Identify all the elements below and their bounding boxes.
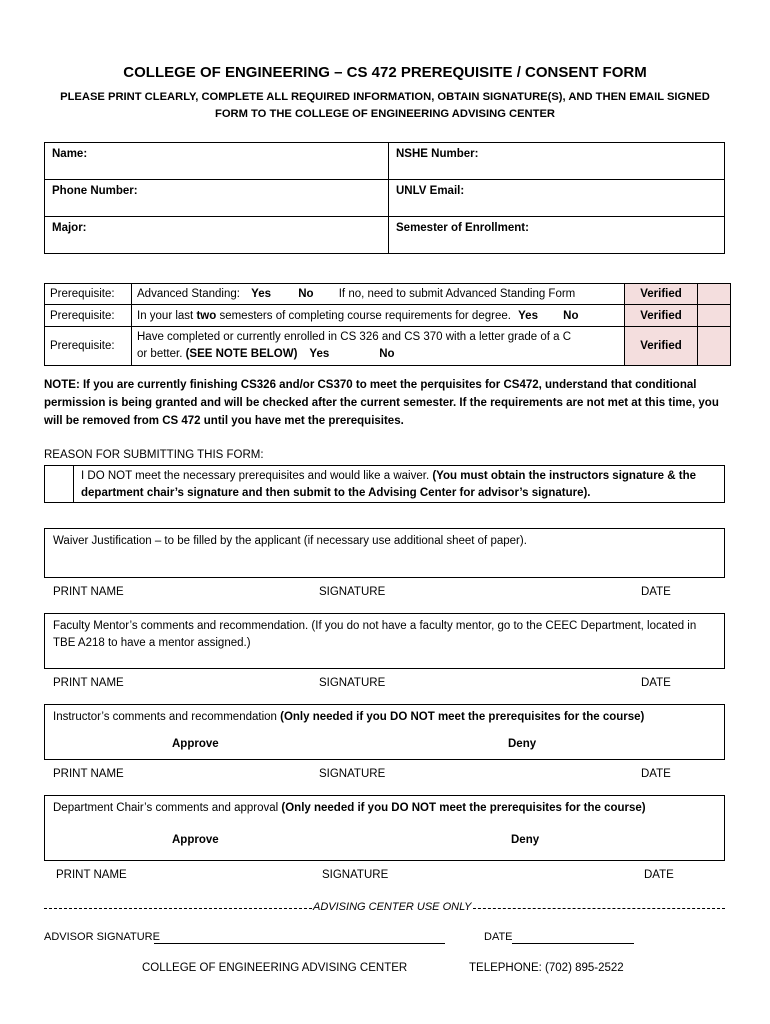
note-paragraph bbox=[44, 376, 734, 430]
verified-label: Verified bbox=[625, 327, 698, 366]
cs-courses-line-2 bbox=[137, 346, 619, 363]
instructor-deny[interactable]: Deny bbox=[508, 738, 537, 750]
instructor-approve[interactable]: Approve bbox=[172, 738, 219, 750]
signature-label: SIGNATURE bbox=[319, 768, 386, 780]
advisor-signature-label: ADVISOR SIGNATURE bbox=[44, 931, 160, 943]
semester-field[interactable]: Semester of Enrollment: bbox=[389, 217, 725, 254]
date-label: DATE bbox=[641, 677, 671, 689]
verified-label: Verified bbox=[625, 284, 698, 305]
cs-courses-text-b: or better. bbox=[137, 348, 186, 360]
name-field[interactable]: Name: bbox=[45, 143, 389, 180]
faculty-mentor-box[interactable] bbox=[44, 613, 725, 669]
instructor-box[interactable] bbox=[44, 704, 725, 760]
reason-box bbox=[44, 465, 725, 503]
advanced-standing-label: Advanced Standing: bbox=[137, 288, 240, 300]
prerequisite-label: Prerequisite: bbox=[45, 284, 132, 305]
instructions-line-1: PLEASE PRINT CLEARLY, COMPLETE ALL REQUIRED INFORMATION, OBTAIN SIGNATURE(S), AND THEN EMAIL SIGNED bbox=[60, 91, 710, 103]
dashed-line-left bbox=[44, 908, 312, 909]
footer-telephone: TELEPHONE: (702) 895-2522 bbox=[469, 962, 624, 974]
date-label: DATE bbox=[641, 768, 671, 780]
cs-courses-yes[interactable]: Yes bbox=[309, 348, 330, 360]
print-name-label: PRINT NAME bbox=[56, 869, 127, 881]
advanced-standing-yes[interactable]: Yes bbox=[251, 288, 271, 300]
advisor-signature-line[interactable] bbox=[154, 943, 445, 944]
print-name-label: PRINT NAME bbox=[53, 586, 124, 598]
advanced-standing-row bbox=[132, 284, 625, 305]
instructor-text-a: Instructor’s comments and recommendation bbox=[53, 711, 281, 723]
prerequisite-table bbox=[44, 283, 731, 366]
prerequisite-label: Prerequisite: bbox=[45, 305, 132, 327]
waiver-justification-text: Waiver Justification – to be filled by the applicant (if necessary use additional sheet of paper). bbox=[53, 535, 527, 547]
semesters-text-c: semesters of completing course requirements for degree. bbox=[216, 309, 511, 322]
last-two-semesters-row bbox=[132, 305, 625, 327]
department-chair-text bbox=[53, 800, 718, 817]
advisor-date-line[interactable] bbox=[512, 943, 634, 944]
waiver-checkbox[interactable] bbox=[45, 466, 74, 502]
signature-label: SIGNATURE bbox=[319, 677, 386, 689]
chair-approve[interactable]: Approve bbox=[172, 834, 219, 846]
semesters-no[interactable]: No bbox=[563, 309, 579, 322]
semesters-text-a: In your last bbox=[137, 309, 197, 322]
dashed-line-right bbox=[458, 908, 725, 909]
unlv-email-field[interactable]: UNLV Email: bbox=[389, 180, 725, 217]
note-label: NOTE: bbox=[44, 379, 80, 391]
see-note-below: (SEE NOTE BELOW) bbox=[185, 348, 298, 360]
form-title: COLLEGE OF ENGINEERING – CS 472 PREREQUISITE / CONSENT FORM bbox=[123, 64, 647, 81]
department-chair-box[interactable] bbox=[44, 795, 725, 861]
reason-heading: REASON FOR SUBMITTING THIS FORM: bbox=[44, 449, 264, 461]
note-text: If you are currently finishing CS326 and/or CS370 to meet the perquisites for CS472, understand that conditional permission is being granted and will be checked after the current semester. If the requirements are not met at this time, you will be removed from CS 472 until you have met the prerequisites. bbox=[44, 379, 719, 427]
waiver-justification-box[interactable] bbox=[44, 528, 725, 578]
cs326-cs370-row bbox=[132, 327, 625, 366]
student-info-table bbox=[44, 142, 725, 254]
advanced-standing-note: If no, need to submit Advanced Standing Form bbox=[338, 288, 576, 300]
semesters-yes[interactable]: Yes bbox=[518, 309, 538, 322]
waiver-reason-b: (You must obtain the instructors signature & the department chair’s signature and then submit to the Advising Center for advisor’s signature). bbox=[81, 470, 697, 499]
verified-check-box[interactable] bbox=[698, 284, 731, 305]
cs-courses-text-a: Have completed or currently enrolled in CS 326 and CS 370 with a letter grade of a C bbox=[137, 331, 572, 343]
chair-text-b: (Only needed if you DO NOT meet the prerequisites for the course) bbox=[281, 802, 646, 814]
verified-label: Verified bbox=[625, 305, 698, 327]
prerequisite-label: Prerequisite: bbox=[45, 327, 132, 366]
print-name-label: PRINT NAME bbox=[53, 677, 124, 689]
form-instructions bbox=[40, 89, 730, 123]
faculty-mentor-text: Faculty Mentor’s comments and recommendation. (If you do not have a faculty mentor, go to the CEEC Department, located in TBE A218 to have a mentor assigned.) bbox=[53, 620, 697, 649]
verified-check-box[interactable] bbox=[698, 327, 731, 366]
advanced-standing-no[interactable]: No bbox=[298, 288, 314, 300]
chair-text-a: Department Chair’s comments and approval bbox=[53, 802, 282, 814]
instructor-text bbox=[53, 709, 718, 726]
verified-check-box[interactable] bbox=[698, 305, 731, 327]
advising-center-divider bbox=[44, 901, 725, 915]
nshe-number-field[interactable]: NSHE Number: bbox=[389, 143, 725, 180]
cs-courses-no[interactable]: No bbox=[379, 348, 395, 360]
major-field[interactable]: Major: bbox=[45, 217, 389, 254]
date-label: DATE bbox=[644, 869, 674, 881]
signature-label: SIGNATURE bbox=[319, 586, 386, 598]
phone-number-field[interactable]: Phone Number: bbox=[45, 180, 389, 217]
date-label: DATE bbox=[641, 586, 671, 598]
instructor-text-b: (Only needed if you DO NOT meet the prerequisites for the course) bbox=[280, 711, 645, 723]
signature-label: SIGNATURE bbox=[322, 869, 389, 881]
semesters-two: two bbox=[196, 309, 217, 322]
advisor-date-label: DATE bbox=[484, 931, 513, 943]
footer-advising-center: COLLEGE OF ENGINEERING ADVISING CENTER bbox=[142, 962, 408, 974]
waiver-reason-a: I DO NOT meet the necessary prerequisites and would like a waiver. bbox=[81, 470, 433, 482]
waiver-reason-text bbox=[81, 468, 721, 502]
advising-center-use-only: ADVISING CENTER USE ONLY bbox=[313, 901, 472, 913]
chair-deny[interactable]: Deny bbox=[511, 834, 540, 846]
instructions-line-2: FORM TO THE COLLEGE OF ENGINEERING ADVISING CENTER bbox=[215, 108, 555, 120]
print-name-label: PRINT NAME bbox=[53, 768, 124, 780]
